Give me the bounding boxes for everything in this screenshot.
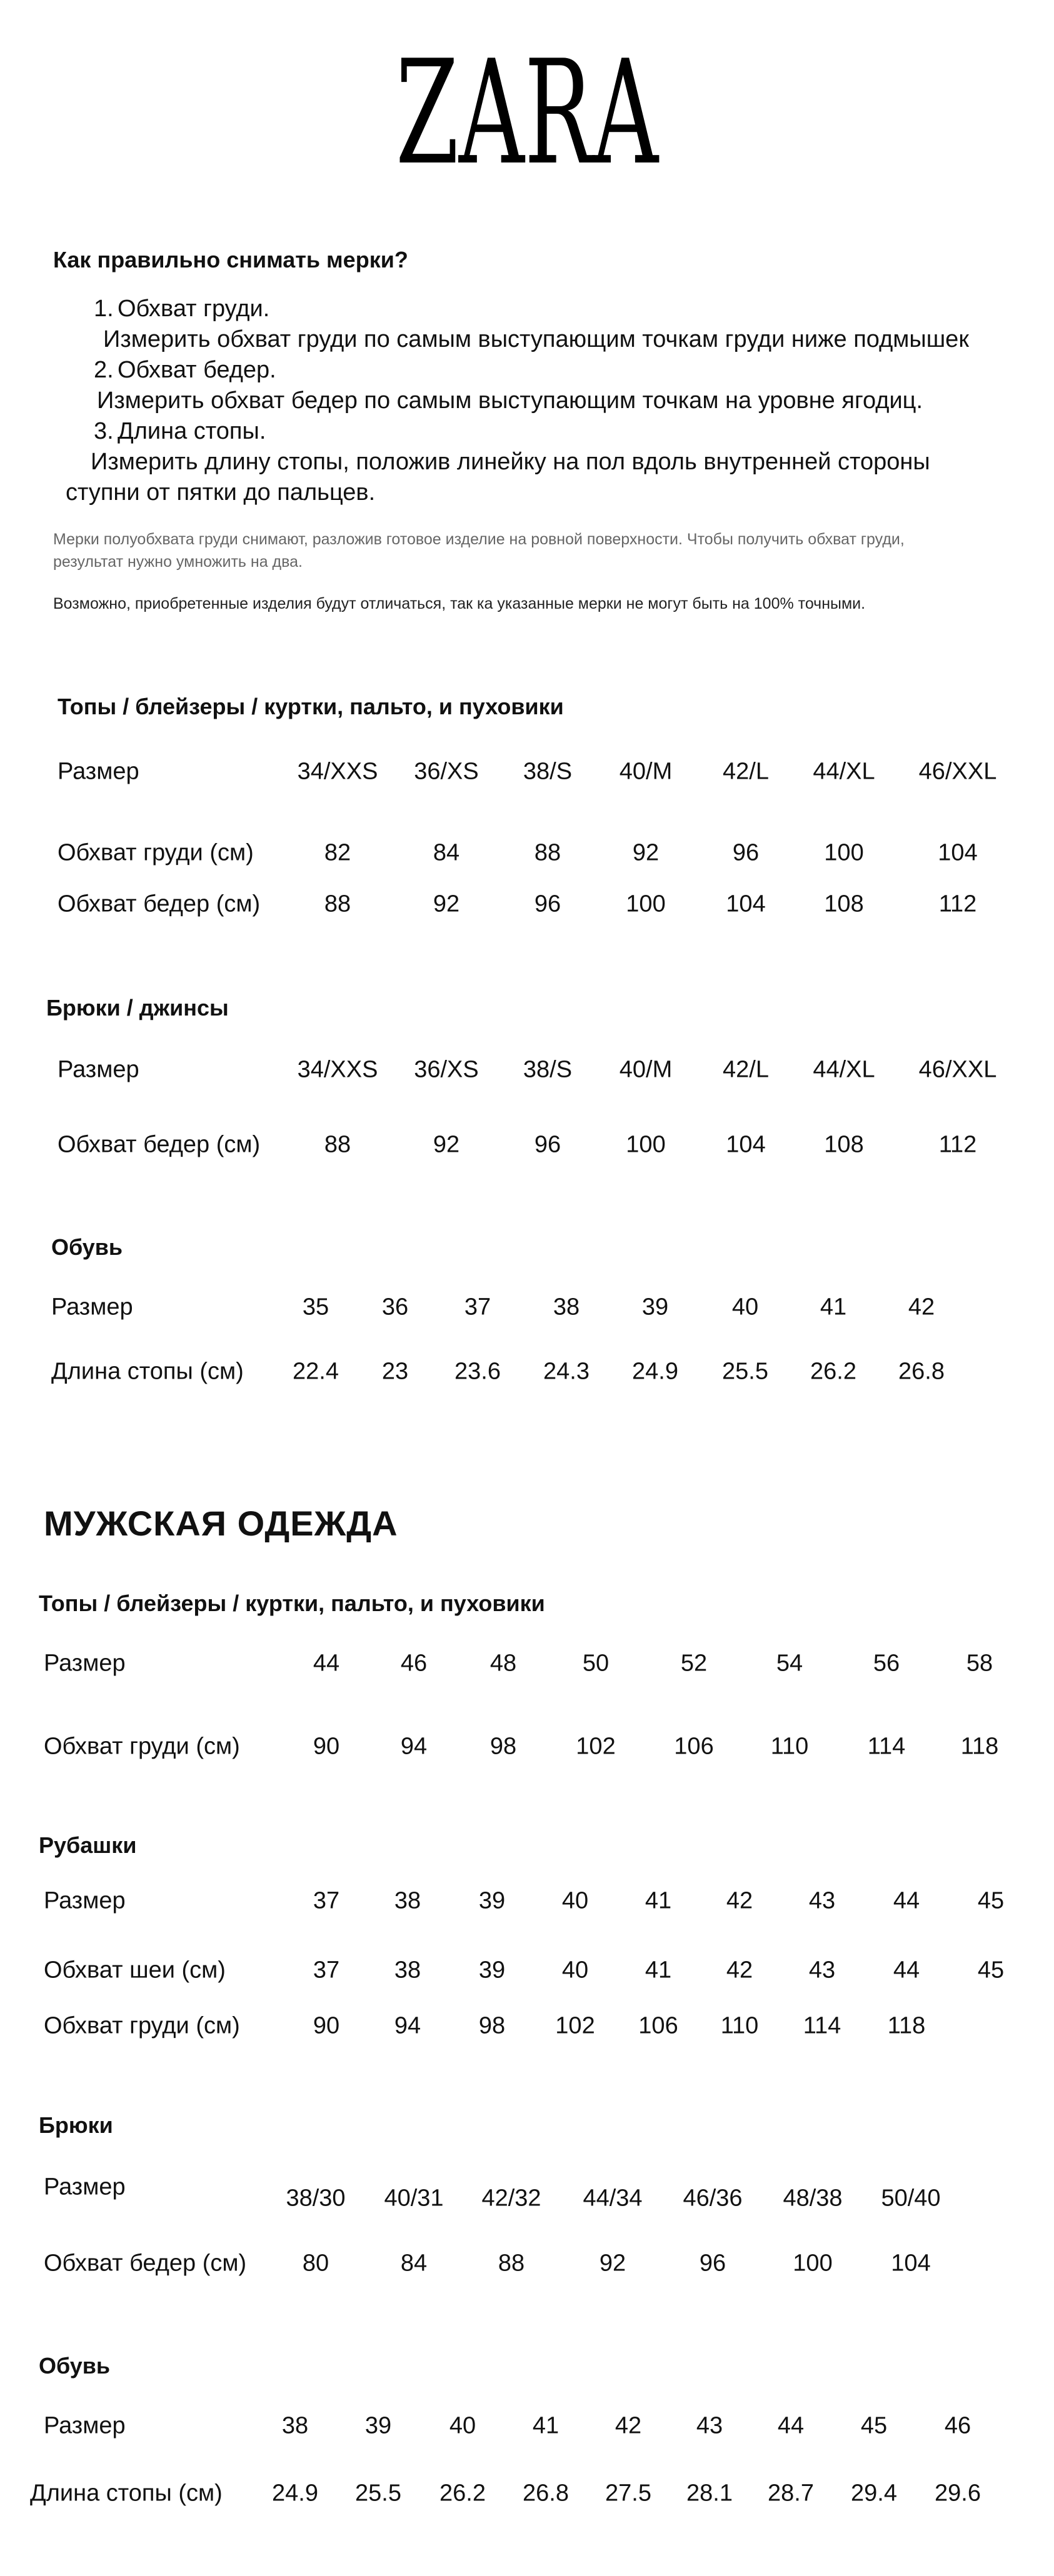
men-shoes-cell: 39 [364,2412,392,2439]
men-shoes-row-label: Длина стопы (см) [30,2480,223,2507]
men-pants-cell: 104 [891,2250,931,2277]
men-pants-cell: 88 [498,2250,525,2277]
note-2: Возможно, приобретенные изделия будут отличаться, так ка указанные мерки не могут быть на 100% точными. [53,595,866,612]
men-tops-cell: 54 [776,1650,803,1677]
men-tops-cell: 98 [489,1733,517,1760]
men-shoes-cell: 38 [281,2412,309,2439]
women-tops-cell: 42/L [723,758,769,785]
step-3-title [94,416,266,447]
men-shirts-cell: 40 [561,1957,589,1984]
men-shoes-cell: 42 [615,2412,642,2439]
men-shoes-cell: 27.5 [605,2480,651,2507]
men-shirts-cell: 38 [394,1887,421,1914]
women-tops-cell: 104 [726,891,766,917]
women-pants-cell: 34/XXS [297,1056,378,1083]
measure-title: Как правильно снимать мерки? [53,247,408,272]
step-1-title [94,294,270,324]
women-tops-row-label: Обхват груди (см) [58,839,254,866]
men-tops-cell: 118 [960,1733,999,1760]
zara-logo [0,44,1054,181]
men-tops-cell: 90 [313,1733,340,1760]
men-shirts-cell: 90 [313,2012,340,2039]
men-pants-cell: 46/36 [683,2185,743,2212]
men-shirts-cell: 98 [478,2012,506,2039]
women-pants-cell: 96 [534,1131,561,1158]
women-shoes-cell: 39 [641,1294,669,1320]
zara-logo-text: ZARA [396,44,660,181]
men-shirts-cell: 38 [394,1957,421,1984]
note-1a: Мерки полуобхвата груди снимают, разложив готовое изделие на ровной поверхности. Чтобы получить обхват груди, [53,531,905,548]
men-shoes-cell: 26.2 [439,2480,486,2507]
women-shoes-row-label: Длина стопы (см) [51,1358,244,1385]
men-pants-row-label: Обхват бедер (см) [44,2250,247,2277]
women-tops-cell: 44/XL [813,758,875,785]
women-shoes-title: Обувь [51,1234,123,1260]
step-3-text-cont: ступни от пятки до пальцев. [66,479,376,506]
women-tops-cell: 96 [732,839,760,866]
men-shirts-cell: 106 [638,2012,678,2039]
women-pants-row-label: Размер [58,1056,139,1083]
women-pants-row-label: Обхват бедер (см) [58,1131,261,1158]
women-tops-cell: 96 [534,891,561,917]
women-shoes-cell: 37 [464,1294,491,1320]
men-pants-cell: 80 [302,2250,329,2277]
women-tops-cell: 108 [824,891,864,917]
men-tops-cell: 114 [867,1733,906,1760]
women-shoes-cell: 41 [820,1294,847,1320]
women-shoes-cell: 26.2 [810,1358,856,1385]
women-shoes-cell: 36 [381,1294,409,1320]
women-tops-cell: 34/XXS [297,758,378,785]
women-tops-cell: 84 [433,839,460,866]
women-shoes-cell: 42 [908,1294,935,1320]
men-shoes-cell: 24.9 [272,2480,318,2507]
women-pants-title: Брюки / джинсы [46,995,229,1021]
men-tops-cell: 102 [576,1733,616,1760]
women-shoes-cell: 38 [553,1294,580,1320]
men-tops-cell: 106 [674,1733,714,1760]
men-shoes-cell: 43 [696,2412,723,2439]
women-shoes-cell: 23 [381,1358,409,1385]
step-3-title-text: Длина стопы. [118,418,266,444]
men-tops-cell: 50 [582,1650,610,1677]
men-shirts-cell: 37 [313,1957,340,1984]
men-tops-cell: 58 [966,1650,993,1677]
women-tops-title: Топы / блейзеры / куртки, пальто, и пуховики [58,694,564,719]
women-pants-cell: 38/S [523,1056,573,1083]
men-shoes-cell: 44 [777,2412,805,2439]
men-pants-cell: 84 [400,2250,428,2277]
women-pants-cell: 88 [324,1131,351,1158]
men-shoes-cell: 41 [532,2412,560,2439]
men-shirts-cell: 102 [555,2012,595,2039]
women-shoes-cell: 24.9 [632,1358,678,1385]
step-1-text: Измерить обхват груди по самым выступающим точкам груди ниже подмышек [103,326,969,352]
men-pants-row-label: Размер [44,2174,126,2200]
men-shirts-row-label: Обхват груди (см) [44,2012,240,2039]
step-1-number: 1. [94,296,114,322]
men-shoes-cell: 26.8 [523,2480,569,2507]
men-shoes-cell: 28.1 [686,2480,733,2507]
men-shirts-cell: 118 [887,2012,926,2039]
men-shirts-cell: 94 [394,2012,421,2039]
women-pants-cell: 46/XXL [918,1056,997,1083]
men-shirts-cell: 45 [977,1887,1005,1914]
men-shirts-row-label: Обхват шеи (см) [44,1957,226,1984]
women-shoes-cell: 25.5 [722,1358,768,1385]
men-pants-title: Брюки [39,2112,113,2138]
men-shirts-title: Рубашки [39,1832,137,1858]
step-3-number: 3. [94,418,114,444]
men-title: МУЖСКАЯ ОДЕЖДА [44,1504,398,1543]
step-3-text: Измерить длину стопы, положив линейку на пол вдоль внутренней стороны [91,449,930,475]
men-tops-title: Топы / блейзеры / куртки, пальто, и пуховики [39,1590,545,1616]
men-shirts-cell: 44 [893,1887,920,1914]
men-shirts-cell: 41 [645,1957,672,1984]
women-shoes-cell: 26.8 [898,1358,945,1385]
men-tops-cell: 46 [400,1650,428,1677]
women-pants-cell: 42/L [723,1056,769,1083]
men-shoes-title: Обувь [39,2353,111,2379]
men-shirts-row-label: Размер [44,1887,126,1914]
men-shirts-cell: 40 [561,1887,589,1914]
step-2-text: Измерить обхват бедер по самым выступающим точкам на уровне ягодиц. [97,387,923,414]
women-tops-cell: 38/S [523,758,573,785]
women-shoes-cell: 35 [302,1294,329,1320]
women-tops-cell: 100 [824,839,864,866]
men-shirts-cell: 42 [726,1957,753,1984]
men-tops-cell: 52 [680,1650,708,1677]
men-tops-cell: 94 [400,1733,428,1760]
women-pants-cell: 108 [824,1131,864,1158]
men-tops-cell: 110 [770,1733,809,1760]
men-shoes-cell: 29.4 [851,2480,897,2507]
men-shirts-cell: 41 [645,1887,672,1914]
men-shoes-cell: 25.5 [355,2480,401,2507]
men-shoes-cell: 29.6 [935,2480,981,2507]
women-pants-cell: 100 [626,1131,666,1158]
women-shoes-row-label: Размер [51,1294,133,1320]
men-shirts-cell: 39 [478,1957,506,1984]
men-tops-cell: 44 [313,1650,340,1677]
men-pants-cell: 38/30 [286,2185,346,2212]
men-tops-cell: 56 [873,1650,900,1677]
men-pants-cell: 92 [599,2250,626,2277]
women-tops-cell: 100 [626,891,666,917]
women-tops-cell: 82 [324,839,351,866]
men-pants-cell: 100 [793,2250,833,2277]
men-shirts-cell: 44 [893,1957,920,1984]
women-shoes-cell: 40 [731,1294,759,1320]
men-tops-row-label: Обхват груди (см) [44,1733,240,1760]
men-shirts-cell: 114 [803,2012,841,2039]
men-shirts-cell: 42 [726,1887,753,1914]
men-shoes-row-label: Размер [44,2412,126,2439]
women-tops-cell: 88 [324,891,351,917]
men-shirts-cell: 110 [720,2012,759,2039]
step-1-title-text: Обхват груди. [118,296,270,322]
step-2-title [94,355,276,386]
men-pants-cell: 42/32 [481,2185,541,2212]
note-1b: результат нужно умножить на два. [53,553,303,571]
women-tops-cell: 92 [433,891,460,917]
women-pants-cell: 44/XL [813,1056,875,1083]
men-pants-cell: 44/34 [583,2185,643,2212]
men-shirts-cell: 45 [977,1957,1005,1984]
men-pants-cell: 96 [699,2250,726,2277]
women-tops-cell: 36/XS [414,758,479,785]
women-tops-cell: 40/M [619,758,673,785]
women-pants-cell: 36/XS [414,1056,479,1083]
men-pants-cell: 50/40 [881,2185,941,2212]
men-shoes-cell: 46 [944,2412,971,2439]
women-shoes-cell: 24.3 [543,1358,590,1385]
women-tops-cell: 46/XXL [918,758,997,785]
men-shoes-cell: 45 [860,2412,888,2439]
women-tops-row-label: Размер [58,758,139,785]
men-shirts-cell: 39 [478,1887,506,1914]
women-tops-cell: 88 [534,839,561,866]
women-pants-cell: 104 [726,1131,766,1158]
men-shirts-cell: 37 [313,1887,340,1914]
men-pants-cell: 40/31 [384,2185,444,2212]
women-pants-cell: 40/M [619,1056,673,1083]
men-shoes-cell: 28.7 [768,2480,814,2507]
men-shirts-cell: 43 [808,1957,836,1984]
women-tops-cell: 92 [632,839,660,866]
women-tops-row-label: Обхват бедер (см) [58,891,261,917]
women-tops-cell: 104 [938,839,978,866]
men-pants-cell: 48/38 [783,2185,843,2212]
step-2-number: 2. [94,357,114,383]
men-shirts-cell: 43 [808,1887,836,1914]
step-2-title-text: Обхват бедер. [118,357,276,383]
men-shoes-cell: 40 [449,2412,476,2439]
women-tops-cell: 112 [938,891,977,917]
women-shoes-cell: 23.6 [454,1358,501,1385]
men-tops-row-label: Размер [44,1650,126,1677]
women-shoes-cell: 22.4 [293,1358,339,1385]
women-pants-cell: 112 [938,1131,977,1158]
women-pants-cell: 92 [433,1131,460,1158]
men-tops-cell: 48 [489,1650,517,1677]
